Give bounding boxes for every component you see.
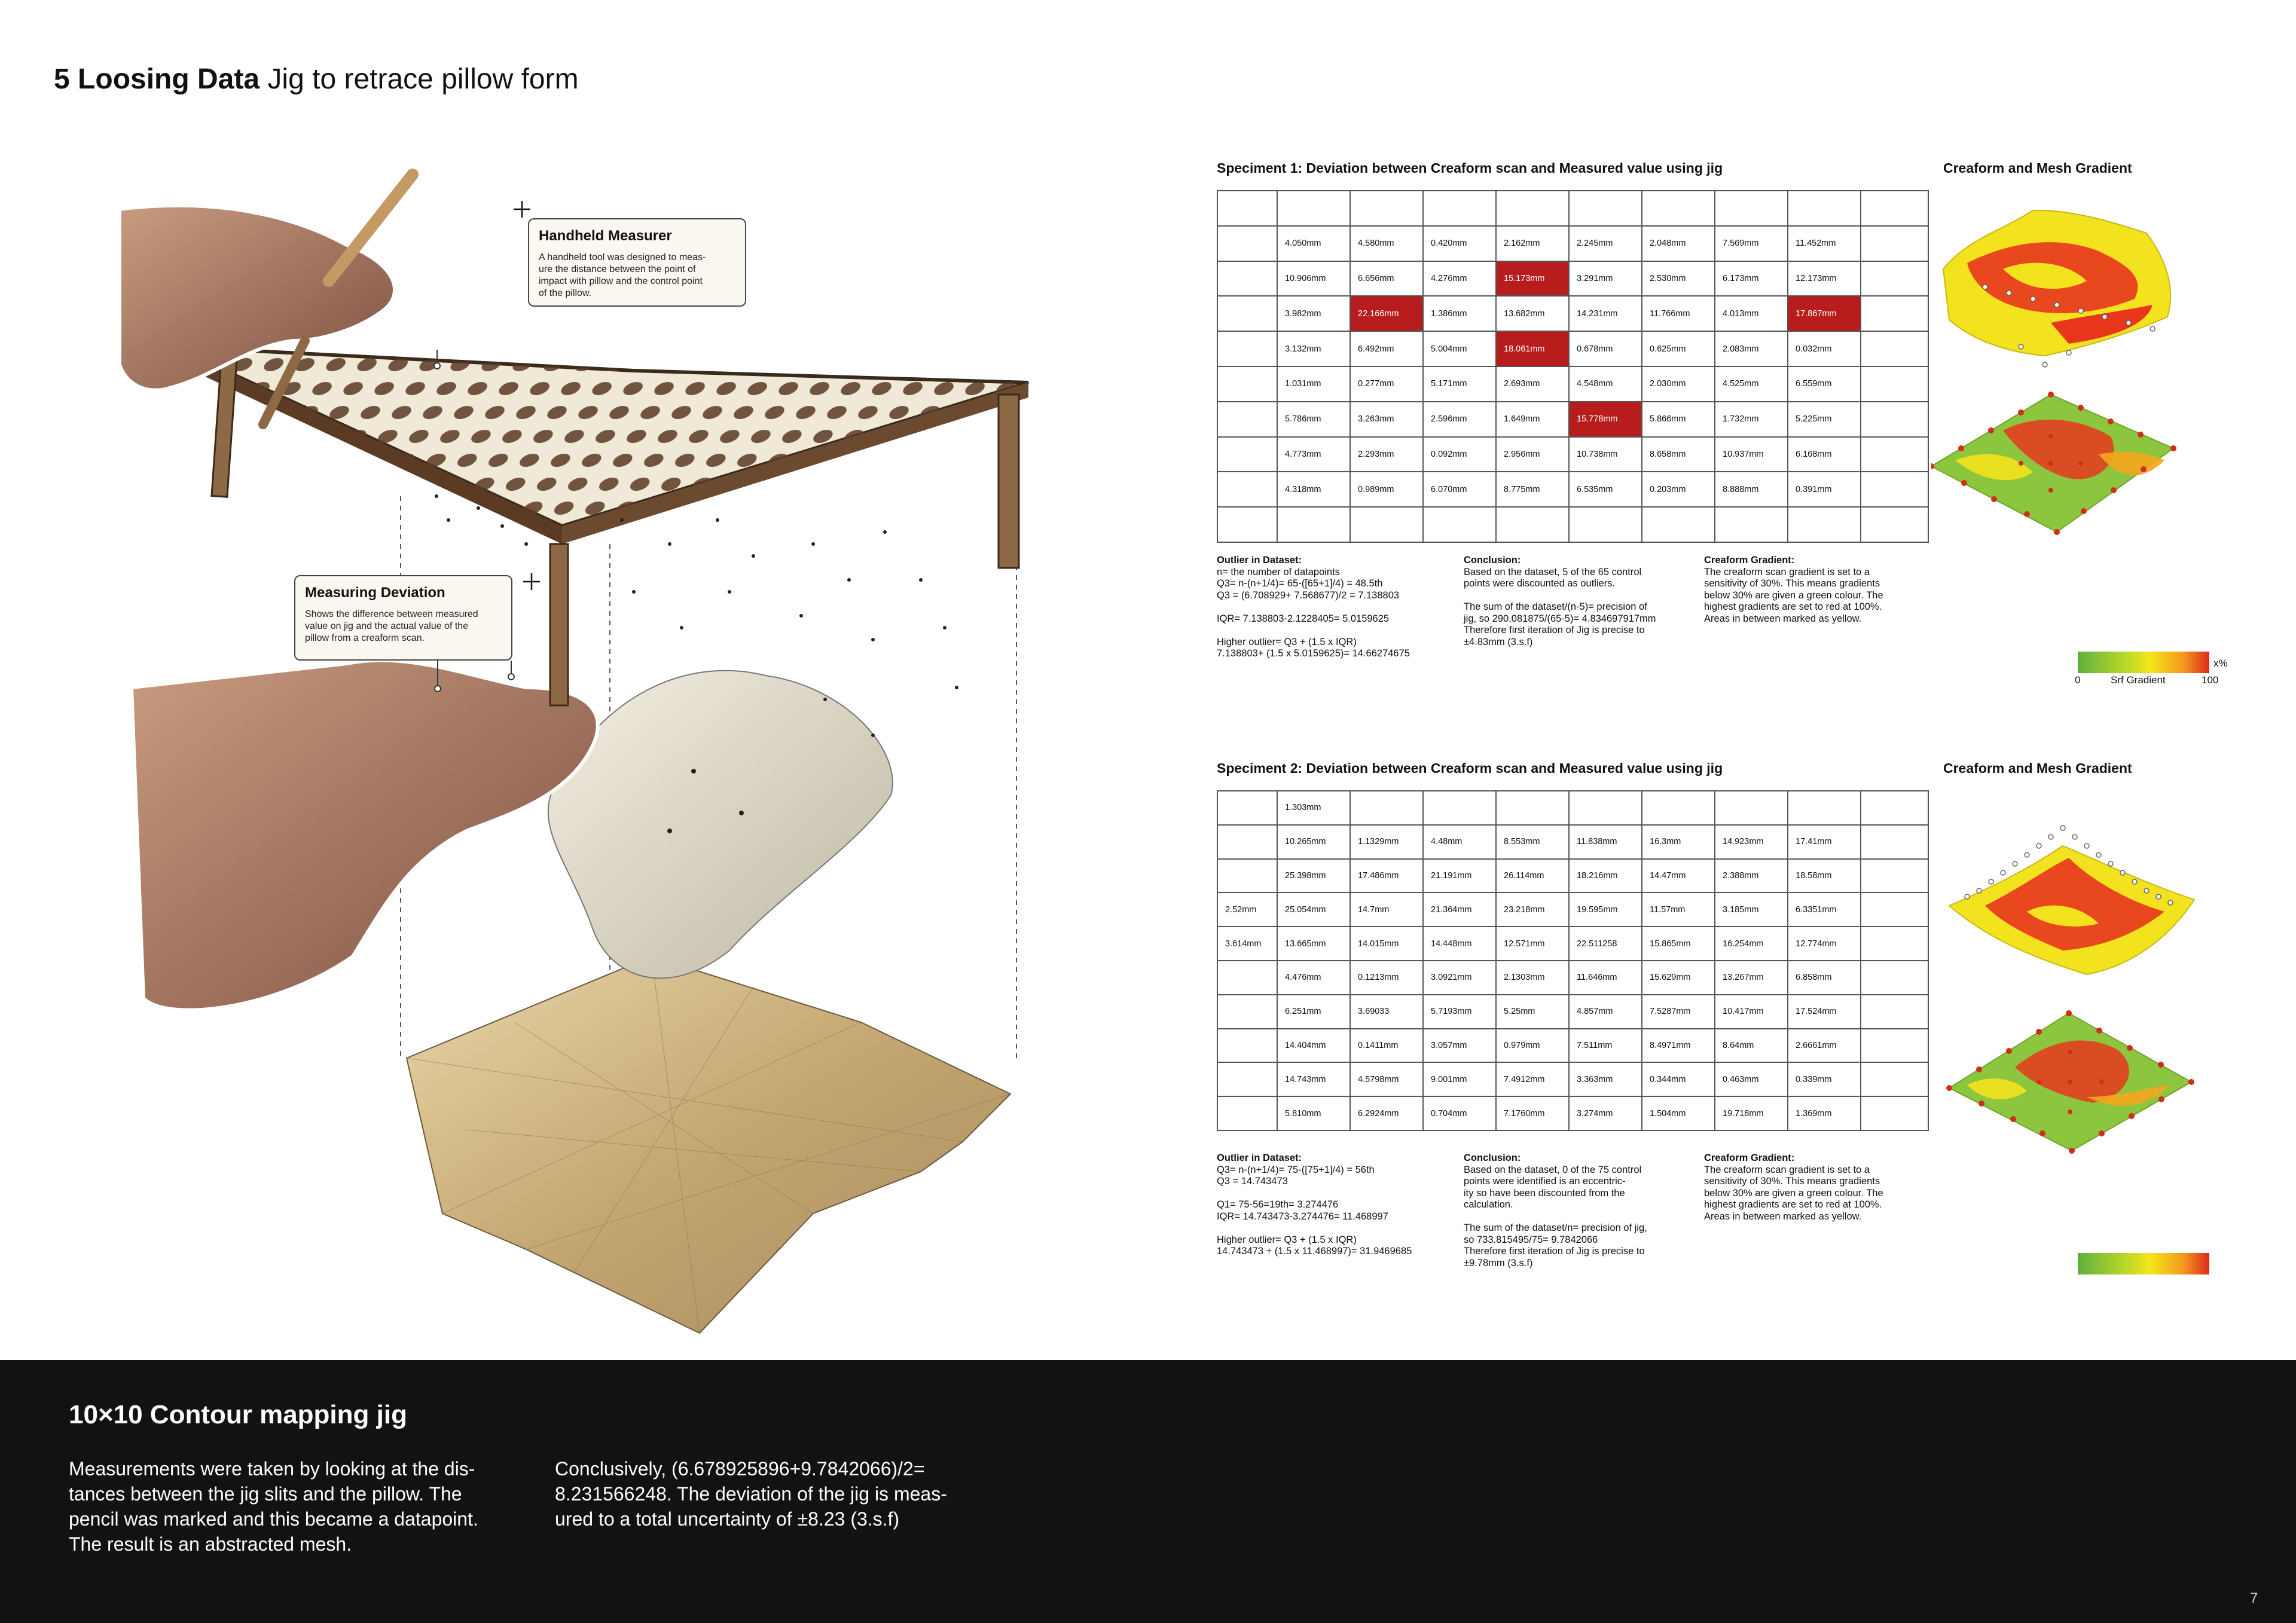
table-cell: 25.398mm xyxy=(1277,859,1350,893)
table-cell: 3.614mm xyxy=(1217,927,1277,961)
table-cell: 2.245mm xyxy=(1569,226,1642,261)
table-cell: 2.52mm xyxy=(1217,893,1277,927)
table-cell: 4.48mm xyxy=(1423,825,1496,859)
table-cell: 1.386mm xyxy=(1423,296,1496,331)
creaform-scan-1 xyxy=(1943,210,2170,367)
table-cell xyxy=(1861,472,1928,507)
table-row xyxy=(1217,296,1928,331)
table-cell: 14.404mm xyxy=(1277,1029,1350,1063)
footer-column-2: Conclusively, (6.678925896+9.7842066)/2= 8.231566248. The deviation of the jig is meas- ured to a total uncertainty of ±8.23 (3.s.f) xyxy=(555,1458,947,1530)
table-cell: 10.417mm xyxy=(1715,995,1788,1029)
table-cell xyxy=(1861,1062,1928,1096)
table-cell: 7.1760mm xyxy=(1496,1096,1569,1130)
table-cell: 9.001mm xyxy=(1423,1062,1496,1096)
table-cell: 18.58mm xyxy=(1788,859,1861,893)
table-cell xyxy=(1569,191,1642,226)
table-cell: 13.665mm xyxy=(1277,927,1350,961)
table-cell: 6.2924mm xyxy=(1350,1096,1423,1130)
table-cell xyxy=(1217,472,1277,507)
table-cell: 13.267mm xyxy=(1715,961,1788,995)
table-cell: 3.291mm xyxy=(1569,261,1642,297)
table-cell: 6.3351mm xyxy=(1788,893,1861,927)
table-cell xyxy=(1217,1029,1277,1063)
table-cell xyxy=(1861,995,1928,1029)
table-cell xyxy=(1217,226,1277,261)
table-cell xyxy=(1788,507,1861,542)
table-cell xyxy=(1217,1096,1277,1130)
table-cell: 8.64mm xyxy=(1715,1029,1788,1063)
table-cell xyxy=(1861,1096,1928,1130)
table-cell: 4.580mm xyxy=(1350,226,1423,261)
table-cell: 16.3mm xyxy=(1642,825,1715,859)
table-cell: 17.41mm xyxy=(1788,825,1861,859)
table-cell: 0.1411mm xyxy=(1350,1029,1423,1063)
table-cell xyxy=(1861,366,1928,402)
table-cell: 14.47mm xyxy=(1642,859,1715,893)
table-row xyxy=(1217,893,1928,927)
table-cell: 3.057mm xyxy=(1423,1029,1496,1063)
specimen-1-conclusion: Conclusion: Based on the dataset, 5 of the 65 control points were discounted as outliers. The sum of the dataset/(n-5)= precision of jig, so 290.081875/(65-5)= 4.834697917mm Therefore first iteration of Jig is precise to ±4.83mm (3.s.f) xyxy=(1464,555,1656,647)
table-cell: 17.867mm xyxy=(1788,296,1861,331)
table-cell xyxy=(1861,507,1928,542)
table-row xyxy=(1217,472,1928,507)
table-cell xyxy=(1277,191,1350,226)
table-cell: 4.013mm xyxy=(1715,296,1788,331)
table-row xyxy=(1217,437,1928,472)
table-cell: 2.388mm xyxy=(1715,859,1788,893)
table-row xyxy=(1217,226,1928,261)
table-cell: 10.265mm xyxy=(1277,825,1350,859)
table-cell: 5.225mm xyxy=(1788,402,1861,437)
page-title: 5 Loosing Data Jig to retrace pillow form xyxy=(54,63,579,95)
table-cell: 6.559mm xyxy=(1788,366,1861,402)
table-cell: 2.083mm xyxy=(1715,331,1788,366)
table-cell: 6.173mm xyxy=(1715,261,1788,297)
table-cell xyxy=(1788,191,1861,226)
table-cell: 0.979mm xyxy=(1496,1029,1569,1063)
table-cell: 8.4971mm xyxy=(1642,1029,1715,1063)
table-cell: 6.656mm xyxy=(1350,261,1423,297)
table-cell xyxy=(1496,507,1569,542)
table-cell: 4.476mm xyxy=(1277,961,1350,995)
specimen-1-title: Speciment 1: Deviation between Creaform scan and Measured value using jig xyxy=(1217,160,1723,176)
table-cell: 14.7mm xyxy=(1350,893,1423,927)
table-cell: 14.015mm xyxy=(1350,927,1423,961)
table-cell: 12.774mm xyxy=(1788,927,1861,961)
table-cell xyxy=(1715,791,1788,825)
table-cell: 2.030mm xyxy=(1642,366,1715,402)
specimen-1-side-title: Creaform and Mesh Gradient xyxy=(1943,160,2132,176)
table-cell xyxy=(1861,296,1928,331)
table-cell: 4.525mm xyxy=(1715,366,1788,402)
table-cell: 3.132mm xyxy=(1277,331,1350,366)
table-cell: 21.364mm xyxy=(1423,893,1496,927)
table-cell xyxy=(1788,791,1861,825)
specimen-2-side-title: Creaform and Mesh Gradient xyxy=(1943,760,2132,776)
table-cell: 7.511mm xyxy=(1569,1029,1642,1063)
table-row xyxy=(1217,191,1928,226)
table-cell: 12.571mm xyxy=(1496,927,1569,961)
table-cell: 11.766mm xyxy=(1642,296,1715,331)
table-cell xyxy=(1642,507,1715,542)
gradient-legend-bar-2 xyxy=(2078,1253,2209,1274)
legend-max: 100 xyxy=(2202,674,2219,686)
table-cell: 2.6661mm xyxy=(1788,1029,1861,1063)
table-cell: 8.775mm xyxy=(1496,472,1569,507)
table-cell xyxy=(1423,791,1496,825)
table-cell xyxy=(1861,1029,1928,1063)
specimen-2-table xyxy=(1217,790,1929,1131)
table-cell xyxy=(1861,226,1928,261)
table-cell: 8.658mm xyxy=(1642,437,1715,472)
table-cell: 3.185mm xyxy=(1715,893,1788,927)
table-cell: 23.218mm xyxy=(1496,893,1569,927)
table-cell xyxy=(1217,507,1277,542)
table-cell xyxy=(1217,825,1277,859)
table-cell xyxy=(1217,961,1277,995)
table-cell: 19.595mm xyxy=(1569,893,1642,927)
table-cell xyxy=(1217,859,1277,893)
table-cell xyxy=(1217,402,1277,437)
table-cell xyxy=(1277,507,1350,542)
table-cell: 2.1303mm xyxy=(1496,961,1569,995)
table-cell: 4.318mm xyxy=(1277,472,1350,507)
table-row xyxy=(1217,1029,1928,1063)
table-cell: 17.486mm xyxy=(1350,859,1423,893)
table-cell xyxy=(1569,791,1642,825)
table-cell: 2.596mm xyxy=(1423,402,1496,437)
table-cell: 2.693mm xyxy=(1496,366,1569,402)
table-cell: 0.391mm xyxy=(1788,472,1861,507)
table-row xyxy=(1217,791,1928,825)
table-cell: 6.168mm xyxy=(1788,437,1861,472)
abstracted-mesh xyxy=(407,956,1010,1333)
table-cell: 16.254mm xyxy=(1715,927,1788,961)
table-row xyxy=(1217,825,1928,859)
table-cell: 8.553mm xyxy=(1496,825,1569,859)
table-cell: 7.5287mm xyxy=(1642,995,1715,1029)
table-cell xyxy=(1642,791,1715,825)
table-cell: 22.511258 xyxy=(1569,927,1642,961)
table-cell: 1.649mm xyxy=(1496,402,1569,437)
mesh-gradient-1 xyxy=(1931,392,2176,535)
table-cell: 1.303mm xyxy=(1277,791,1350,825)
table-cell xyxy=(1861,791,1928,825)
table-cell: 22.166mm xyxy=(1350,296,1423,331)
specimen-1-gradient-maps xyxy=(1931,197,2182,544)
table-cell: 5.786mm xyxy=(1277,402,1350,437)
table-cell: 4.276mm xyxy=(1423,261,1496,297)
table-cell: 0.704mm xyxy=(1423,1096,1496,1130)
table-cell: 3.363mm xyxy=(1569,1062,1642,1096)
table-cell xyxy=(1861,859,1928,893)
table-row xyxy=(1217,366,1928,402)
legend-min: 0 xyxy=(2075,674,2081,686)
table-row xyxy=(1217,961,1928,995)
table-row xyxy=(1217,507,1928,542)
table-cell: 11.838mm xyxy=(1569,825,1642,859)
footer-column-1: Measurements were taken by looking at the dis- tances between the jig slits and the pillow. The pencil was marked and this became a datapoint. The result is an abstracted mesh. xyxy=(69,1458,478,1555)
jig-illustration xyxy=(96,161,1076,1351)
table-cell: 6.492mm xyxy=(1350,331,1423,366)
specimen-1-gradient-note: Creaform Gradient: The creaform scan gradient is set to a sensitivity of 30%. This means gradients below 30% are given a green colour. The highest gradients are set to red at 100%. Areas in between marked as yellow. xyxy=(1704,555,1883,624)
table-row xyxy=(1217,1062,1928,1096)
footer-title: 10×10 Contour mapping jig xyxy=(69,1400,407,1429)
callout-title: Handheld Measurer xyxy=(539,228,672,244)
specimen-1-outlier: Outlier in Dataset: n= the number of datapoints Q3= n-(n+1/4)= 65-([65+1]/4) = 48.5th Q3 = (6.708929+ 7.568677)/2 = 7.138803 IQR= 7.138803-2.1228405= 5.0159625 Higher outlier= Q3 + (1.5 x IQR) 7.138803+ (1.5 x 5.0159625)= 14.66274675 xyxy=(1217,555,1410,659)
table-row xyxy=(1217,1096,1928,1130)
table-cell: 6.858mm xyxy=(1788,961,1861,995)
table-row xyxy=(1217,927,1928,961)
table-cell: 2.048mm xyxy=(1642,226,1715,261)
table-cell xyxy=(1861,927,1928,961)
table-cell: 5.25mm xyxy=(1496,995,1569,1029)
table-cell: 0.625mm xyxy=(1642,331,1715,366)
table-cell xyxy=(1217,1062,1277,1096)
table-cell: 0.032mm xyxy=(1788,331,1861,366)
table-cell: 6.251mm xyxy=(1277,995,1350,1029)
table-cell: 5.7193mm xyxy=(1423,995,1496,1029)
table-cell: 7.4912mm xyxy=(1496,1062,1569,1096)
table-cell: 3.0921mm xyxy=(1423,961,1496,995)
table-cell: 4.773mm xyxy=(1277,437,1350,472)
specimen-2-conclusion: Conclusion: Based on the dataset, 0 of the 75 control points were identified is an eccentric- ity so have been discounted from the calculation. The sum of the dataset/n= precision of jig, so 733.815495/75= 9.7842066 Therefore first iteration of Jig is precise to ±9.78mm (3.s.f) xyxy=(1464,1153,1647,1269)
table-row xyxy=(1217,995,1928,1029)
table-cell xyxy=(1715,191,1788,226)
table-cell xyxy=(1217,791,1277,825)
table-cell: 14.448mm xyxy=(1423,927,1496,961)
table-cell: 1.369mm xyxy=(1788,1096,1861,1130)
legend-label: Srf Gradient xyxy=(2111,674,2166,686)
table-cell xyxy=(1861,961,1928,995)
table-cell xyxy=(1350,791,1423,825)
page-number: 7 xyxy=(2250,1590,2258,1606)
callout-measuring-deviation: Measuring Deviation Shows the difference between measured value on jig and the actual value of the pillow from a creaform scan. xyxy=(294,575,512,661)
table-cell: 0.092mm xyxy=(1423,437,1496,472)
table-cell: 0.989mm xyxy=(1350,472,1423,507)
table-cell xyxy=(1496,191,1569,226)
table-cell: 5.866mm xyxy=(1642,402,1715,437)
table-cell: 14.743mm xyxy=(1277,1062,1350,1096)
table-cell: 3.274mm xyxy=(1569,1096,1642,1130)
table-cell: 19.718mm xyxy=(1715,1096,1788,1130)
table-cell: 15.778mm xyxy=(1569,402,1642,437)
table-cell xyxy=(1861,191,1928,226)
table-cell: 5.810mm xyxy=(1277,1096,1350,1130)
table-cell: 14.923mm xyxy=(1715,825,1788,859)
table-cell: 6.070mm xyxy=(1423,472,1496,507)
table-cell xyxy=(1861,893,1928,927)
table-cell: 8.888mm xyxy=(1715,472,1788,507)
table-cell: 0.420mm xyxy=(1423,226,1496,261)
table-cell xyxy=(1217,995,1277,1029)
table-cell xyxy=(1861,331,1928,366)
table-cell xyxy=(1423,191,1496,226)
specimen-2-outlier: Outlier in Dataset: Q3= n-(n+1/4)= 75-([75+1]/4) = 56th Q3 = 14.743473 Q1= 75-56=19th= 3.274476 IQR= 14.743473-3.274476= 11.468997 Higher outlier= Q3 + (1.5 x IQR) 14.743473 + (1.5 x 11.468997)= 31.9469685 xyxy=(1217,1153,1412,1257)
table-cell: 15.173mm xyxy=(1496,261,1569,297)
callout-handheld-measurer: Handheld Measurer A handheld tool was designed to meas- ure the distance between the point of impact with pillow and the control point of the pillow. xyxy=(528,218,746,307)
table-cell xyxy=(1350,507,1423,542)
table-cell: 0.339mm xyxy=(1788,1062,1861,1096)
table-cell: 1.732mm xyxy=(1715,402,1788,437)
table-cell: 1.504mm xyxy=(1642,1096,1715,1130)
table-row xyxy=(1217,331,1928,366)
table-cell: 3.263mm xyxy=(1350,402,1423,437)
table-cell: 5.171mm xyxy=(1423,366,1496,402)
table-cell: 10.906mm xyxy=(1277,261,1350,297)
table-cell: 0.463mm xyxy=(1715,1062,1788,1096)
table-cell: 11.646mm xyxy=(1569,961,1642,995)
table-cell xyxy=(1217,261,1277,297)
table-cell xyxy=(1642,191,1715,226)
table-cell: 0.678mm xyxy=(1569,331,1642,366)
table-cell: 5.004mm xyxy=(1423,331,1496,366)
table-cell: 1.031mm xyxy=(1277,366,1350,402)
table-cell xyxy=(1217,296,1277,331)
table-cell: 6.535mm xyxy=(1569,472,1642,507)
table-cell: 7.569mm xyxy=(1715,226,1788,261)
table-cell: 0.1213mm xyxy=(1350,961,1423,995)
table-cell xyxy=(1217,191,1277,226)
table-row xyxy=(1217,859,1928,893)
table-cell xyxy=(1861,437,1928,472)
table-cell xyxy=(1217,366,1277,402)
specimen-2-gradient-note: Creaform Gradient: The creaform scan gradient is set to a sensitivity of 30%. This means gradients below 30% are given a green colour. The highest gradients are set to red at 100%. Areas in between marked as yellow. xyxy=(1704,1153,1883,1222)
table-cell: 1.1329mm xyxy=(1350,825,1423,859)
table-cell: 17.524mm xyxy=(1788,995,1861,1029)
table-cell: 18.216mm xyxy=(1569,859,1642,893)
table-row xyxy=(1217,402,1928,437)
table-cell xyxy=(1496,791,1569,825)
table-cell xyxy=(1861,261,1928,297)
table-cell xyxy=(1715,507,1788,542)
table-cell: 12.173mm xyxy=(1788,261,1861,297)
table-cell: 26.114mm xyxy=(1496,859,1569,893)
table-row xyxy=(1217,261,1928,297)
table-cell: 10.738mm xyxy=(1569,437,1642,472)
table-cell: 21.191mm xyxy=(1423,859,1496,893)
table-cell: 15.629mm xyxy=(1642,961,1715,995)
callout-title: Measuring Deviation xyxy=(305,585,445,601)
mesh-gradient-2 xyxy=(1946,1010,2194,1154)
table-cell: 4.5798mm xyxy=(1350,1062,1423,1096)
table-cell: 11.57mm xyxy=(1642,893,1715,927)
table-cell xyxy=(1861,825,1928,859)
table-cell: 18.061mm xyxy=(1496,331,1569,366)
table-cell: 0.277mm xyxy=(1350,366,1423,402)
creaform-scan-2 xyxy=(1949,826,2194,974)
gradient-legend-bar xyxy=(2078,652,2209,673)
table-cell xyxy=(1350,191,1423,226)
table-cell: 15.865mm xyxy=(1642,927,1715,961)
lower-hand xyxy=(132,661,598,1010)
table-cell xyxy=(1569,507,1642,542)
pillow xyxy=(548,671,893,979)
table-cell: 2.162mm xyxy=(1496,226,1569,261)
table-cell: 3.982mm xyxy=(1277,296,1350,331)
table-cell: 13.682mm xyxy=(1496,296,1569,331)
specimen-2-gradient-maps xyxy=(1943,816,2230,1169)
legend-unit: x% xyxy=(2213,658,2228,669)
table-cell: 3.69033 xyxy=(1350,995,1423,1029)
table-cell: 14.231mm xyxy=(1569,296,1642,331)
table-cell xyxy=(1217,437,1277,472)
table-cell xyxy=(1217,331,1277,366)
table-cell: 0.344mm xyxy=(1642,1062,1715,1096)
table-cell: 0.203mm xyxy=(1642,472,1715,507)
table-cell: 10.937mm xyxy=(1715,437,1788,472)
table-cell: 4.050mm xyxy=(1277,226,1350,261)
table-cell: 4.857mm xyxy=(1569,995,1642,1029)
table-cell xyxy=(1423,507,1496,542)
table-cell: 2.956mm xyxy=(1496,437,1569,472)
table-cell: 25.054mm xyxy=(1277,893,1350,927)
table-cell: 11.452mm xyxy=(1788,226,1861,261)
specimen-2-title: Speciment 2: Deviation between Creaform scan and Measured value using jig xyxy=(1217,760,1723,776)
table-cell: 2.530mm xyxy=(1642,261,1715,297)
table-cell: 2.293mm xyxy=(1350,437,1423,472)
specimen-1-table xyxy=(1217,190,1929,543)
table-cell xyxy=(1861,402,1928,437)
table-cell: 4.548mm xyxy=(1569,366,1642,402)
